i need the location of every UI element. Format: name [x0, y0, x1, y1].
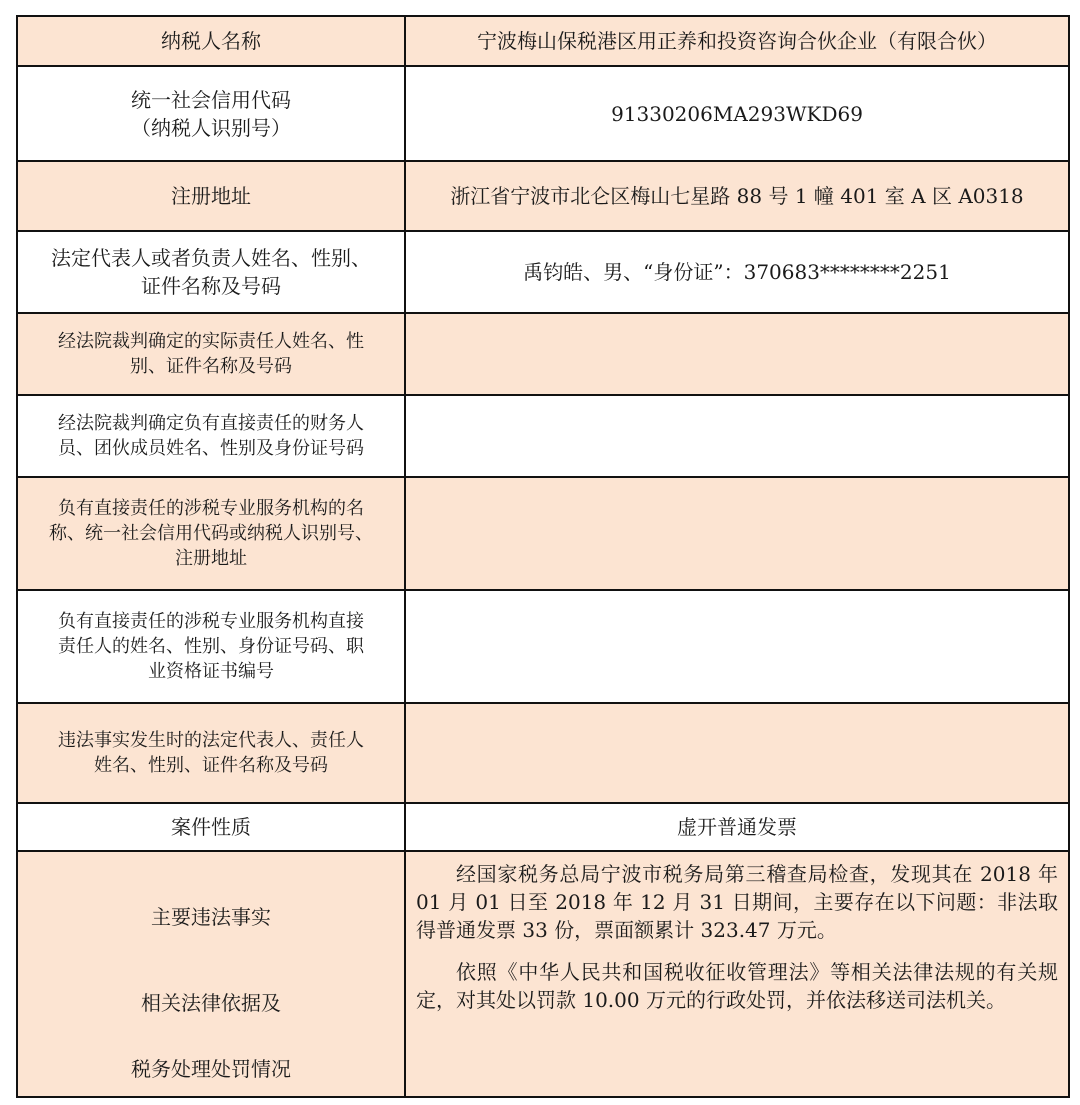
penalty-text: 依照《中华人民共和国税收征收管理法》等相关法律法规的有关规定，对其处以罚款 10.00 万元的行政处罚，并依法移送司法机关。	[416, 960, 1058, 1012]
actual-responsible-person-label	[17, 313, 405, 395]
registered-address-label: 注册地址	[17, 161, 405, 231]
row-tax-agency-person	[17, 590, 1069, 703]
tax-agency-person-label-line3: 业资格证书编号	[148, 661, 274, 683]
row-case-nature	[17, 803, 1069, 851]
tax-agency-person-value	[405, 590, 1069, 703]
violation-time-representative-label	[17, 703, 405, 803]
finance-personnel-value	[405, 395, 1069, 477]
tax-agency-person-label	[17, 590, 405, 703]
finance-personnel-label-line2: 员、团伙成员姓名、性别及身份证号码	[58, 438, 364, 459]
violation-time-representative-label-line1: 违法事实发生时的法定代表人、责任人	[58, 729, 364, 751]
tax-agency-person-label-line1: 负有直接责任的涉税专业服务机构直接	[58, 610, 364, 632]
legal-basis-label: 相关法律依据及	[141, 991, 281, 1015]
row-credit-code	[17, 66, 1069, 161]
legal-representative-value: 禹钧皓、男、“身份证”：370683********2251	[405, 231, 1069, 313]
penalty-label: 税务处理处罚情况	[131, 1057, 291, 1081]
violation-facts-labels	[17, 851, 405, 1097]
case-nature-label: 案件性质	[17, 803, 405, 851]
legal-representative-label-line2: 证件名称及号码	[141, 274, 281, 298]
main-facts-text: 经国家税务总局宁波市税务局第三稽查局检查，发现其在 2018 年 01 月 01 日至 2018 年 12 月 31 日期间，主要存在以下问题：非法取得普通发票 33 份，票面额累计 323.47 万元。	[416, 862, 1058, 942]
row-violation-time-representative	[17, 703, 1069, 803]
legal-representative-label-line1: 法定代表人或者负责人姓名、性别、	[51, 246, 371, 270]
penalty-label-wrap	[28, 1049, 394, 1089]
row-legal-representative	[17, 231, 1069, 313]
main-facts-label-wrap	[28, 852, 394, 982]
legal-basis-label-wrap	[28, 982, 394, 1024]
credit-code-label	[17, 66, 405, 161]
taxpayer-name-label: 纳税人名称	[17, 16, 405, 66]
registered-address-value: 浙江省宁波市北仑区梅山七星路 88 号 1 幢 401 室 A 区 A0318	[405, 161, 1069, 231]
row-registered-address	[17, 161, 1069, 231]
case-nature-value: 虚开普通发票	[405, 803, 1069, 851]
actual-responsible-person-label-line2: 别、证件名称及号码	[130, 356, 292, 377]
row-violation-facts	[17, 851, 1069, 1097]
tax-agency-label	[17, 477, 405, 590]
tax-agency-person-label-line2: 责任人的姓名、性别、身份证号码、职	[58, 635, 364, 657]
actual-responsible-person-value	[405, 313, 1069, 395]
legal-representative-label	[17, 231, 405, 313]
row-taxpayer-name	[17, 16, 1069, 66]
taxpayer-info-document	[16, 15, 1068, 1098]
violation-time-representative-label-line2: 姓名、性别、证件名称及号码	[94, 755, 328, 776]
credit-code-label-line2: （纳税人识别号）	[131, 115, 291, 140]
finance-personnel-label	[17, 395, 405, 477]
tax-agency-value	[405, 477, 1069, 590]
credit-code-value: 91330206MA293WKD69	[405, 66, 1069, 161]
row-actual-responsible-person	[17, 313, 1069, 395]
tax-agency-label-line2: 称、统一社会信用代码或纳税人识别号、	[49, 522, 373, 544]
row-tax-agency	[17, 477, 1069, 590]
taxpayer-name-value: 宁波梅山保税港区用正养和投资咨询合伙企业（有限合伙）	[405, 16, 1069, 66]
main-facts-label: 主要违法事实	[151, 905, 271, 929]
tax-agency-label-line1: 负有直接责任的涉税专业服务机构的名	[58, 497, 364, 519]
credit-code-label-line1: 统一社会信用代码	[131, 87, 291, 112]
actual-responsible-person-label-line1: 经法院裁判确定的实际责任人姓名、性	[58, 330, 364, 352]
violation-facts-content	[405, 851, 1069, 1097]
row-finance-personnel	[17, 395, 1069, 477]
tax-agency-label-line3: 注册地址	[175, 548, 247, 570]
violation-time-representative-value	[405, 703, 1069, 803]
finance-personnel-label-line1: 经法院裁判确定负有直接责任的财务人	[58, 412, 364, 434]
taxpayer-info-table	[16, 15, 1070, 1098]
